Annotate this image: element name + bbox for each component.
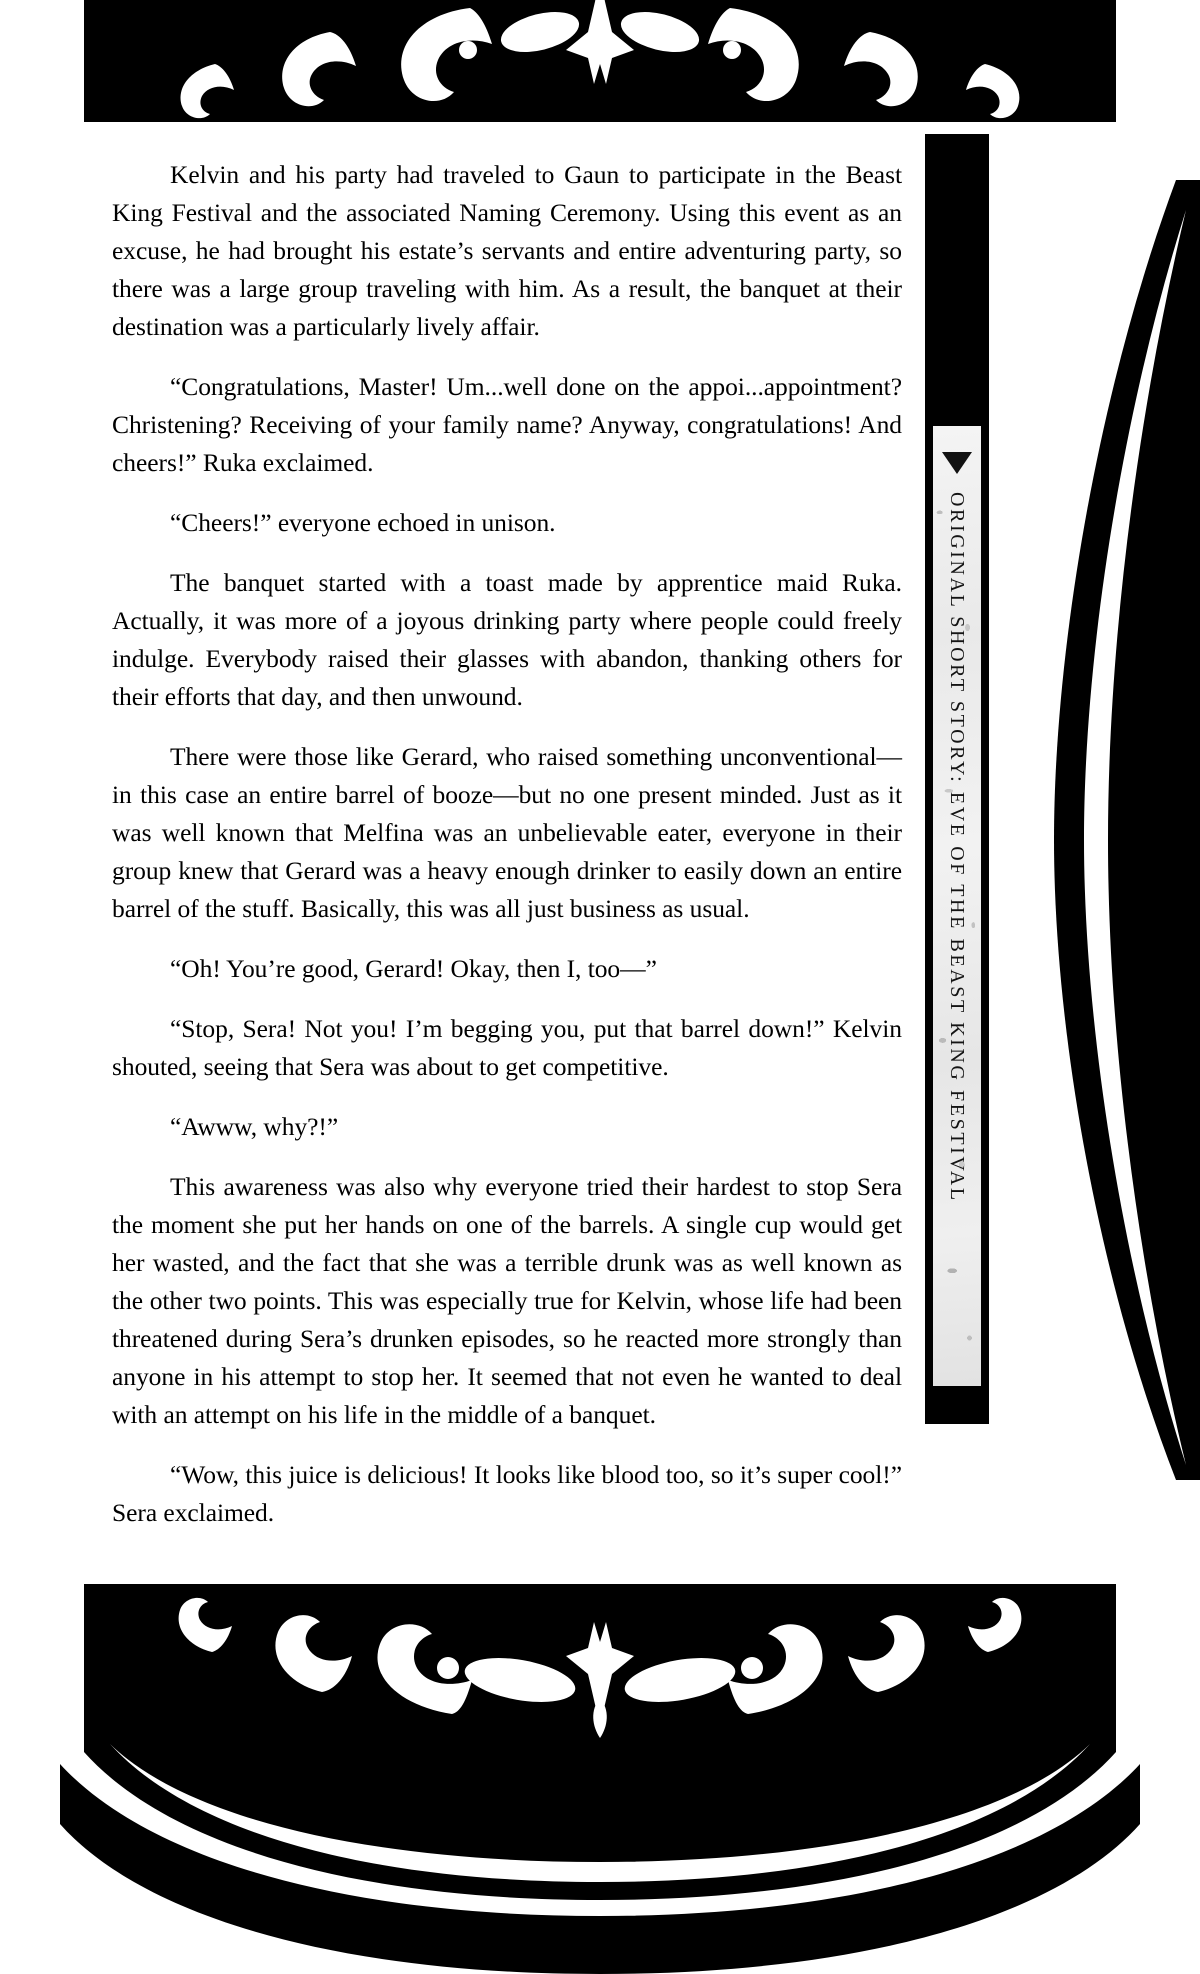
triangle-down-icon <box>942 452 972 474</box>
paragraph: Kelvin and his party had traveled to Gaun to participate in the Beast King Festival and the associated Naming Ceremony. Using this event as an excuse, he had brought his estate’s servants and entire adventuring party, so there was a large group traveling with him. As a result, the banquet at their destination was a particularly lively affair. <box>112 160 902 341</box>
running-head-tab <box>925 134 989 1424</box>
body-text-column <box>112 156 902 1532</box>
paragraph: There were those like Gerard, who raised something unconventional—in this case an entire barrel of booze—but no one present minded. Just as it was well known that Melfina was an unbelievable eater, everyone in their group knew that Gerard was a heavy enough drinker to easily down an entire barrel of the stuff. Basically, this was all just business as usual. <box>112 742 902 923</box>
paragraph: “Congratulations, Master! Um...well done on the appoi...appointment? Christening? Receiving of your family name? Anyway, congratulations! And cheers!” Ruka exclaimed. <box>112 372 902 477</box>
ornamental-arc-top <box>0 0 1200 122</box>
running-head-label: ORIGINAL SHORT STORY: EVE OF THE BEAST KING FESTIVAL <box>946 492 968 1203</box>
paragraph: “Awww, why?!” <box>170 1112 339 1141</box>
paragraph: The banquet started with a toast made by apprentice maid Ruka. Actually, it was more of a joyous drinking party where people could freely indulge. Everybody raised their glasses with abandon, thanking others for their efforts that day, and then unwound. <box>112 568 902 711</box>
paragraph: “Wow, this juice is delicious! It looks like blood too, so it’s super cool!” Sera exclaimed. <box>112 1460 902 1527</box>
ornamental-arc-bottom <box>0 1584 1200 1974</box>
paragraph: “Stop, Sera! Not you! I’m begging you, put that barrel down!” Kelvin shouted, seeing that Sera was about to get competitive. <box>112 1014 902 1081</box>
running-head-strip <box>933 426 981 1386</box>
paragraph: This awareness was also why everyone tried their hardest to stop Sera the moment she put her hands on one of the barrels. A single cup would get her wasted, and the fact that she was a terrible drunk was as well known as the other two points. This was especially true for Kelvin, whose life had been threatened during Sera’s drunken episodes, so he reacted more strongly than anyone in his attempt to stop her. It seemed that not even he wanted to deal with an attempt on his life in the middle of a banquet. <box>112 1172 902 1429</box>
paragraph: “Oh! You’re good, Gerard! Okay, then I, too—” <box>170 954 657 983</box>
ornamental-curve-right <box>980 180 1200 1480</box>
paragraph: “Cheers!” everyone echoed in unison. <box>170 508 556 537</box>
